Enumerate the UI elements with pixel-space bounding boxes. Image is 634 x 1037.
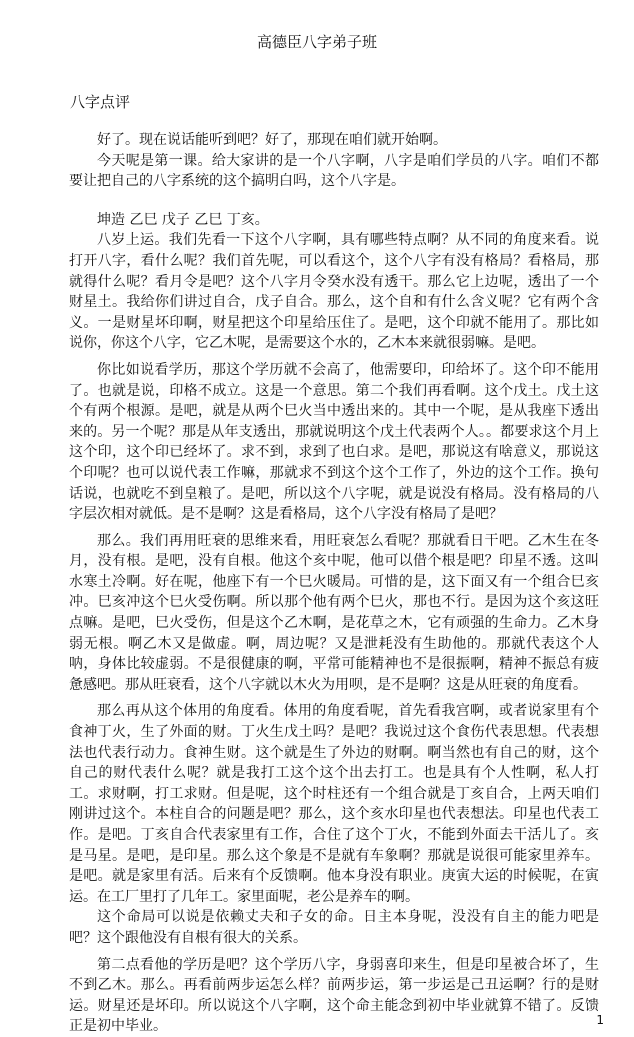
page-number: 1 — [596, 1013, 604, 1027]
paragraph: 这个命局可以说是依赖丈夫和子女的命。日主本身呢，没没有自主的能力吧是吧？这个跟他没有自根有很大的关系。 — [69, 909, 599, 946]
document-title: 高德臣八字弟子班 — [256, 33, 377, 51]
paragraph: 好了。现在说话能听到吧？好了，那现在咱们就开始啊。 — [97, 132, 447, 148]
paragraph: 那么。我们再用旺衰的思维来看，用旺衰怎么看呢？那就看日干吧。乙木生在冬月，没有根。是吧，没有自根。他这个亥中呢，他可以借个根是吧？印星不透。这叫水寒土冷啊。好在呢，他座下有一个巳火暖局。可惜的是，这下面又有一个组合巳亥冲。巳亥冲这个巳火受伤啊。所以那个他有两个巳火，那也不行。是因为这个亥这旺点嘛。是吧，巳火受伤，但是这个乙木啊，是花草之木，它有顽强的生命力。乙木身弱无根。啊乙木又是做虚。啊，周边呢？又是泄耗没有生助他的。那就代表这个人呐，身体比较虚弱。不是很健康的啊，平常可能精神也不是很振啊，精神不振总有疲惫感吧。那从旺衰看，这个八字就以木火为用呗，是不是啊？这是从旺衰的角度看。 — [69, 532, 599, 693]
paragraph: 第二点看他的学历是吧？这个学历八字，身弱喜印来生，但是印星被合坏了，生不到乙木。那么。再看前两步运怎么样？前两步运，第一步运是己丑运啊？行的是财运。财星还是坏印。所以说这个八字啊，这个命主能念到初中毕业就算不错了。反馈正是初中毕业。 — [69, 956, 599, 1035]
paragraph: 今天呢是第一课。给大家讲的是一个八字啊，八字是咱们学员的八字。咱们不都要让把自己的八字系统的这个搞明白吗，这个八字是。 — [69, 152, 599, 190]
paragraph: 那么再从这个体用的角度看。体用的角度看呢，首先看我宫啊，或者说家里有个食神丁火，生了外面的财。丁火生戊土吗？是吧？我说过这个食伤代表思想。代表想法也代表行动力。食神生财。这个就是生了外边的财啊。啊当然也有自己的财，这个自己的财代表什么呢？就是我打工这个这个出去打工。也是具有个人性啊，私人打工。求财啊，打工求财。但是呢，这个时柱还有一个组合就是丁亥自合，上两天咱们刚讲过这个。本柱自合的问题是吧？那么，这个亥水印星也代表想法。印星也代表工作。是吧。丁亥自合代表家里有工作，合住了这个丁火，不能到外面去干活儿了。亥是马星。是吧，是印星。那么这个象是不是就有车象啊？那就是说很可能家里养车。是吧。就是家里有活。后来有个反馈啊。他本身没有职业。庚寅大运的时候呢，在寅运。在工厂里打了几年工。家里面呢，老公是养车的啊。 — [69, 703, 599, 905]
section-heading: 八字点评 — [70, 93, 131, 111]
paragraph: 你比如说看学历，那这个学历就不会高了，他需要印，印给坏了。这个印不能用了。也就是说，印格不成立。这是一个意思。第二个我们再看啊。这个戊土。戊土这个有两个根源。是吧，就是从两个巳火当中透出来的。其中一个呢，是从我座下透出来的。另一个呢？那是从年支透出，那就说明这个戊土代表两个人。。都要求这个月上这个印，这个印已经坏了。求不到，求到了也白求。是吧，那说这有啥意义，那说这个印呢？也可以说代表工作嘛，那就求不到这个这个工作了，外边的这个工作。换句话说，也就吃不到皇粮了。是吧，所以这个八字呢，就是说没有格局。没有格局的八字层次相对就低。是不是啊？这是看格局，这个八字没有格局了是吧？ — [69, 361, 599, 523]
chart-line: 坤造 乙巳 戊子 乙巳 丁亥。 — [97, 211, 269, 228]
paragraph: 八岁上运。我们先看一下这个八字啊，具有哪些特点啊？从不同的角度来看。说打开八字，看什么呢？我们首先呢，可以看这个，这个八字有没有格局？看格局，那就得什么呢？看月令是吧？这个八字月令癸水没有透干。那么它上边呢，透出了一个财星土。我给你们讲过自合，戊子自合。那么，这个自和有什么含义呢？它有两个含义。一是财星坏印啊，财星把这个印星给压住了。是吧，这个印就不能用了。那比如说你，你这个八字，它乙木呢，是需要这个水的，乙木本来就很弱嘛。是吧。 — [69, 232, 599, 352]
document-body — [69, 130, 599, 1037]
